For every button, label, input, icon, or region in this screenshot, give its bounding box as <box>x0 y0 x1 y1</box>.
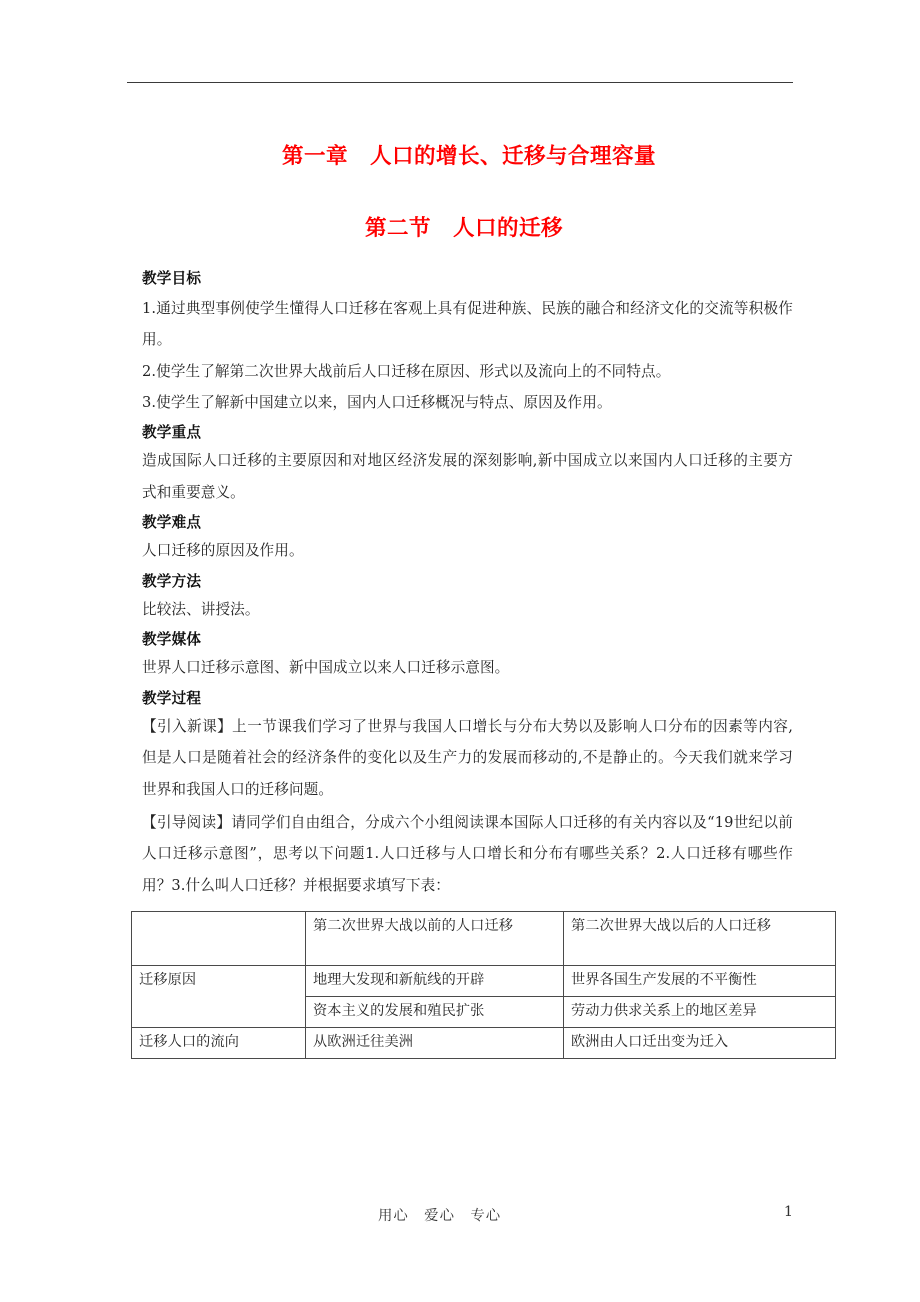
table-cell-cause-prewar-1: 地理大发现和新航线的开辟 <box>306 966 564 997</box>
table-header-row <box>132 912 836 966</box>
table-cell-cause-postwar-2: 劳动力供求关系上的地区差异 <box>564 997 836 1028</box>
methods-heading: 教学方法 <box>142 572 202 590</box>
table-row <box>132 966 836 997</box>
objective-item-3: 3.使学生了解新中国建立以来，国内人口迁移概况与特点、原因及作用。 <box>142 393 612 411</box>
objective-item-2: 2.使学生了解第二次世界大战前后人口迁移在原因、形式以及流向上的不同特点。 <box>142 362 671 380</box>
block-difficulties <box>127 512 793 567</box>
media-heading: 教学媒体 <box>142 631 202 649</box>
key-points-heading: 教学重点 <box>142 424 202 442</box>
table-rowlabel-flow: 迁移人口的流向 <box>132 1028 306 1059</box>
difficulties-text: 人口迁移的原因及作用。 <box>142 542 304 560</box>
table-row <box>132 1028 836 1059</box>
table-rowlabel-cause: 迁移原因 <box>132 966 306 1028</box>
table-cell-flow-postwar: 欧洲由人口迁出变为迁入 <box>564 1028 836 1059</box>
table-cell-cause-prewar-2: 资本主义的发展和殖民扩张 <box>306 997 564 1028</box>
migration-comparison-table <box>131 911 836 1059</box>
block-process <box>127 688 793 901</box>
block-media <box>127 629 793 684</box>
block-objectives <box>127 268 793 419</box>
document-content <box>127 120 793 1059</box>
difficulties-heading: 教学难点 <box>142 514 202 532</box>
methods-text: 比较法、讲授法。 <box>142 600 260 618</box>
media-text: 世界人口迁移示意图、新中国成立以来人口迁移示意图。 <box>142 659 510 677</box>
process-paragraph-2: 【引导阅读】请同学们自由组合，分成六个小组阅读课本国际人口迁移的有关内容以及“19世纪以前人口迁移示意图”，思考以下问题1.人口迁移与人口增长和分布有哪些关系？2.人口迁移有哪些作用？3.什么叫人口迁移？并根据要求填写下表： <box>142 814 793 894</box>
process-paragraph-1: 【引入新课】上一节课我们学习了世界与我国人口增长与分布大势以及影响人口分布的因素等内容,但是人口是随着社会的经济条件的变化以及生产力的发展而移动的,不是静止的。今天我们就来学习世界和我国人口的迁移问题。 <box>142 717 793 798</box>
header-divider-rule <box>127 82 793 83</box>
block-methods <box>127 571 793 626</box>
process-heading: 教学过程 <box>142 689 202 707</box>
objective-item-1: 1.通过典型事例使学生懂得人口迁移在客观上具有促进种族、民族的融合和经济文化的交流等积极作用。 <box>142 299 793 349</box>
table-col-header-prewar: 第二次世界大战以前的人口迁移 <box>306 912 564 966</box>
objectives-heading: 教学目标 <box>142 269 202 287</box>
table-cell-cause-postwar-1: 世界各国生产发展的不平衡性 <box>564 966 836 997</box>
section-title: 第二节 人口的迁移 <box>364 215 563 241</box>
table-cell-flow-prewar: 从欧洲迁往美洲 <box>306 1028 564 1059</box>
key-points-text: 造成国际人口迁移的主要原因和对地区经济发展的深刻影响,新中国成立以来国内人口迁移的主要方式和重要意义。 <box>142 452 793 501</box>
chapter-title: 第一章 人口的增长、迁移与合理容量 <box>281 144 656 169</box>
table-corner-cell <box>132 912 306 966</box>
table-col-header-postwar: 第二次世界大战以后的人口迁移 <box>564 912 836 966</box>
block-key-points <box>127 422 793 508</box>
footer-slogan: 用心 爱心 专心 <box>378 1208 502 1224</box>
footer-page-number: 1 <box>783 1204 793 1220</box>
comparison-table-wrapper <box>127 911 793 1059</box>
